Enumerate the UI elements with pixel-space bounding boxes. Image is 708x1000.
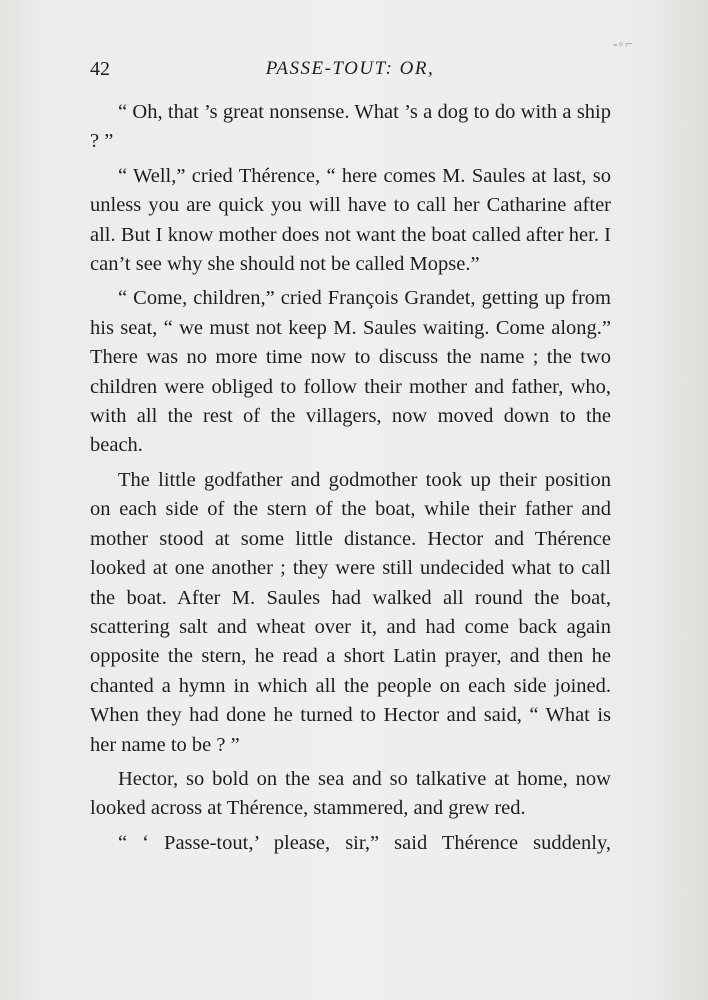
paragraph: “ Well,” cried Thérence, “ here comes M. Saules at last, so unless you are quick you will have to call her Catharine after all. But I know mother does not want the boat called after her. I can’t see why she should not be called Mopse.” bbox=[90, 164, 611, 276]
page-number: 42 bbox=[90, 58, 110, 80]
paragraph: Hector, so bold on the sea and so talkative at home, now looked across at Thérence, stammered, and grew red. bbox=[90, 767, 611, 820]
running-head: PASSE-TOUT: OR, bbox=[265, 58, 435, 79]
paragraph: “ Come, children,” cried François Grandet, getting up from his seat, “ we must not keep M. Saules waiting. Come along.” There was no more time now to discuss the name ; the two children were obliged to follow their mother and father, who, with all the rest of the villagers, now moved down to the beach. bbox=[90, 287, 611, 457]
body-text bbox=[90, 98, 611, 858]
margin-mark: -◦⌐ bbox=[613, 36, 634, 51]
paragraph: The little godfather and godmother took up their position on each side of the stern of the boat, while their father and mother stood at some little distance. Hector and Thérence looked at one another ; they were still undecided what to call the boat. After M. Saules had walked all round the boat, scattering salt and wheat over it, and had come back again opposite the stern, he read a short Latin prayer, and then he chanted a hymn in which all the people on each side joined. When they had done he turned to Hector and said, “ What is her name to be ? ” bbox=[90, 468, 611, 756]
paragraph: “ ‘ Passe-tout,’ please, sir,” said Thérence suddenly, bbox=[118, 831, 611, 854]
page-header bbox=[90, 58, 610, 84]
paragraph: “ Oh, that ’s great nonsense. What ’s a dog to do with a ship ? ” bbox=[90, 101, 611, 153]
